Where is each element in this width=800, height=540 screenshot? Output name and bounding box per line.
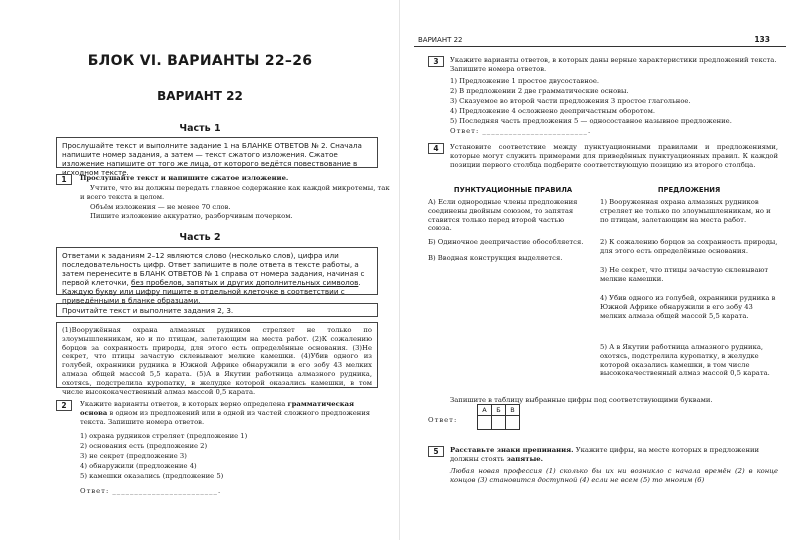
table-note: Запишите в таблицу выбранные цифры под соответствующими буквами.	[450, 396, 713, 404]
rule-b: Б) Одиночное деепричастие обособляется.	[428, 238, 584, 246]
answer-table-header-b: Б	[492, 405, 506, 416]
task2-option-2: 2) основания есть (предложение 2)	[80, 442, 208, 450]
task2-option-1: 1) охрана рудников стреляет (предложение 1)	[80, 432, 248, 440]
task5-intro-bold: Расставьте знаки препинания.	[450, 446, 574, 454]
task3-option-4: 4) Предложение 4 осложнено деепричастным оборотом.	[450, 107, 656, 115]
task5-intro-c: запятые.	[506, 454, 543, 463]
right-page	[400, 0, 800, 540]
table-answer-label: Ответ:	[428, 416, 458, 424]
task3-option-1: 1) Предложение 1 простое двусоставное.	[450, 77, 600, 85]
variant-title: ВАРИАНТ 22	[157, 89, 243, 103]
task5-number: 5	[428, 446, 444, 457]
answer-table-header-row	[478, 405, 520, 416]
sentences-column-header: ПРЕДЛОЖЕНИЯ	[657, 186, 721, 194]
answer-table	[477, 404, 520, 430]
task2-answer-line[interactable]: Ответ: ________________________.	[80, 487, 222, 495]
passage-text: (1)Вооружённая охрана алмазных рудников стреляет не только по злоумышленникам, но и по птицам, залетающим на места работ. (2)К сожалению борцов за сохранность природы, для этого есть определённые основания. (3)Не секрет, что птицы зачастую склевывают мелкие камешки. (4)Убив одного из голубей, охранники рудника в Южной Африке обнаружили в его зобу 43 мелких алмаза общей массой 5,5 карата. (5)А в Якутии работница алмазного рудника, охотясь, подстрелила куропатку, в желудке которой оказались камешки, в том числе высококачественный алмаз массой 0,5 карата.	[62, 326, 372, 396]
answer-table-header-a: А	[478, 405, 492, 416]
task2-intro-c: в одном из предложений или в одной из частей сложного предложения текста. Запишите номера ответов.	[80, 408, 371, 426]
task1-line-2: и всего текста в целом.	[80, 193, 165, 201]
read-instruction-text: Прочитайте текст и выполните задания 2, 3.	[62, 306, 234, 315]
task3-option-3: 3) Сказуемое во второй части предложения 3 простое глагольное.	[450, 97, 691, 105]
task2-intro-bold: грамматическая основа	[80, 400, 355, 417]
task2-intro	[80, 400, 380, 426]
task3-option-2: 2) В предложении 2 две грамматические основы.	[450, 87, 629, 95]
task2-option-5: 5) камешки оказались (предложение 5)	[80, 472, 224, 480]
task3-number: 3	[428, 56, 444, 67]
sentence-3: 3) Не секрет, что птицы зачастую склевывают мелкие камешки.	[600, 266, 769, 283]
answer-cell-c[interactable]	[506, 416, 520, 430]
header-rule	[414, 46, 786, 47]
sentence-4: 4) Убив одного из голубей, охранники рудника в Южной Африке обнаружили в его зобу 43 мелких алмаза общей массой 5,5 карата.	[600, 294, 776, 320]
task5-intro-b: Укажите цифры, на месте которых в предложении должны стоять	[450, 446, 760, 463]
rules-column-header: ПУНКТУАЦИОННЫЕ ПРАВИЛА	[453, 186, 573, 194]
task4-number: 4	[428, 143, 444, 154]
task1-title: Прослушайте текст и напишите сжатое изложение.	[80, 174, 289, 182]
reading-passage	[56, 322, 378, 396]
answer-cell-b[interactable]	[492, 416, 506, 430]
task3-intro: Укажите варианты ответов, в которых даны верные характеристики предложений текста. Запишите номера ответов.	[450, 56, 777, 73]
part2-instruction-box	[56, 247, 378, 305]
part2-instruction-text-b: . Каждую букву или цифру пишите в отдельной клеточке в соответствии с приведёнными в бланке образцами.	[62, 278, 361, 305]
task4-intro: Установите соответствие между пунктуационными правилами и предложениями, которые могут служить примерами для приведённых пунктуационных правил. К каждой позиции первого столбца подберите соответствующую позицию из второго столбца.	[450, 143, 778, 169]
task1-line-4: Пишите изложение аккуратно, разборчивым почерком.	[90, 212, 293, 220]
task5-intro	[450, 446, 778, 464]
read-instruction-box	[56, 303, 378, 317]
rule-c: В) Вводная конструкция выделяется.	[428, 254, 563, 262]
sentence-1: 1) Вооруженная охрана алмазных рудников стреляет не только по злоумышленникам, но и по птицам, залетающим на места работ.	[600, 198, 771, 224]
rule-a: А) Если однородные члены предложения соединены двойным союзом, то запятая ставится только перед второй частью союза.	[428, 198, 578, 233]
part1-instruction-text: Прослушайте текст и выполните задание 1 на БЛАНКЕ ОТВЕТОВ № 2. Сначала напишите номер задания, а затем — текст сжатого изложения. Сжатое изложение напишите от того же лица, от которого ведётся повествование в исходном тексте.	[62, 141, 362, 177]
answer-table-input-row	[478, 416, 520, 430]
part2-instruction-text-a: Ответами к заданиям 2–12 являются слово (несколько слов), цифра или последовательность цифр. Ответ запишите в поле ответа в тексте работы, а затем перенесите в БЛАНК ОТВЕТОВ № 1 справа от номера задания, начиная с первой клеточки,	[62, 251, 365, 287]
part2-title: Часть 2	[179, 232, 221, 243]
sentence-5: 5) А в Якутии работница алмазного рудника, охотясь, подстрелила куропатку, в желудке которой оказались камешки, в том числе высококачественный алмаз массой 0,5 карата.	[600, 343, 770, 378]
running-header: ВАРИАНТ 22	[418, 36, 463, 44]
task3-option-5: 5) Последняя часть предложения 5 — односоставное назывное предложение.	[450, 117, 732, 125]
answer-table-header-c: В	[506, 405, 520, 416]
task2-option-4: 4) обнаружили (предложение 4)	[80, 462, 197, 470]
part1-instruction-box	[56, 137, 378, 177]
task1-line-3: Объём изложения — не менее 70 слов.	[90, 203, 231, 211]
task2-intro-a: Укажите варианты ответов, в которых верно определена	[80, 400, 288, 408]
task3-answer-line[interactable]: Ответ: ________________________.	[450, 127, 592, 135]
task1-line-1: Учтите, что вы должны передать главное содержание как каждой микротемы, так	[90, 184, 390, 192]
part2-instruction-underlined: без пробелов, запятых и других дополнительных символов	[131, 278, 359, 287]
part1-title: Часть 1	[179, 123, 221, 134]
task1-number: 1	[56, 174, 72, 185]
task2-number: 2	[56, 400, 72, 411]
page-number: 133	[754, 35, 770, 44]
block-title: БЛОК VI. ВАРИАНТЫ 22–26	[87, 53, 313, 69]
answer-cell-a[interactable]	[478, 416, 492, 430]
task2-option-3: 3) не секрет (предложение 3)	[80, 452, 187, 460]
task5-sentence: Любая новая профессия (1) сколько бы их ни возникло с начала времён (2) в конце концов (3) становится доступной (4) если не всем (5) то многим (6)	[450, 467, 778, 484]
sentence-2: 2) К сожалению борцов за сохранность природы, для этого есть определённые основания.	[600, 238, 778, 255]
